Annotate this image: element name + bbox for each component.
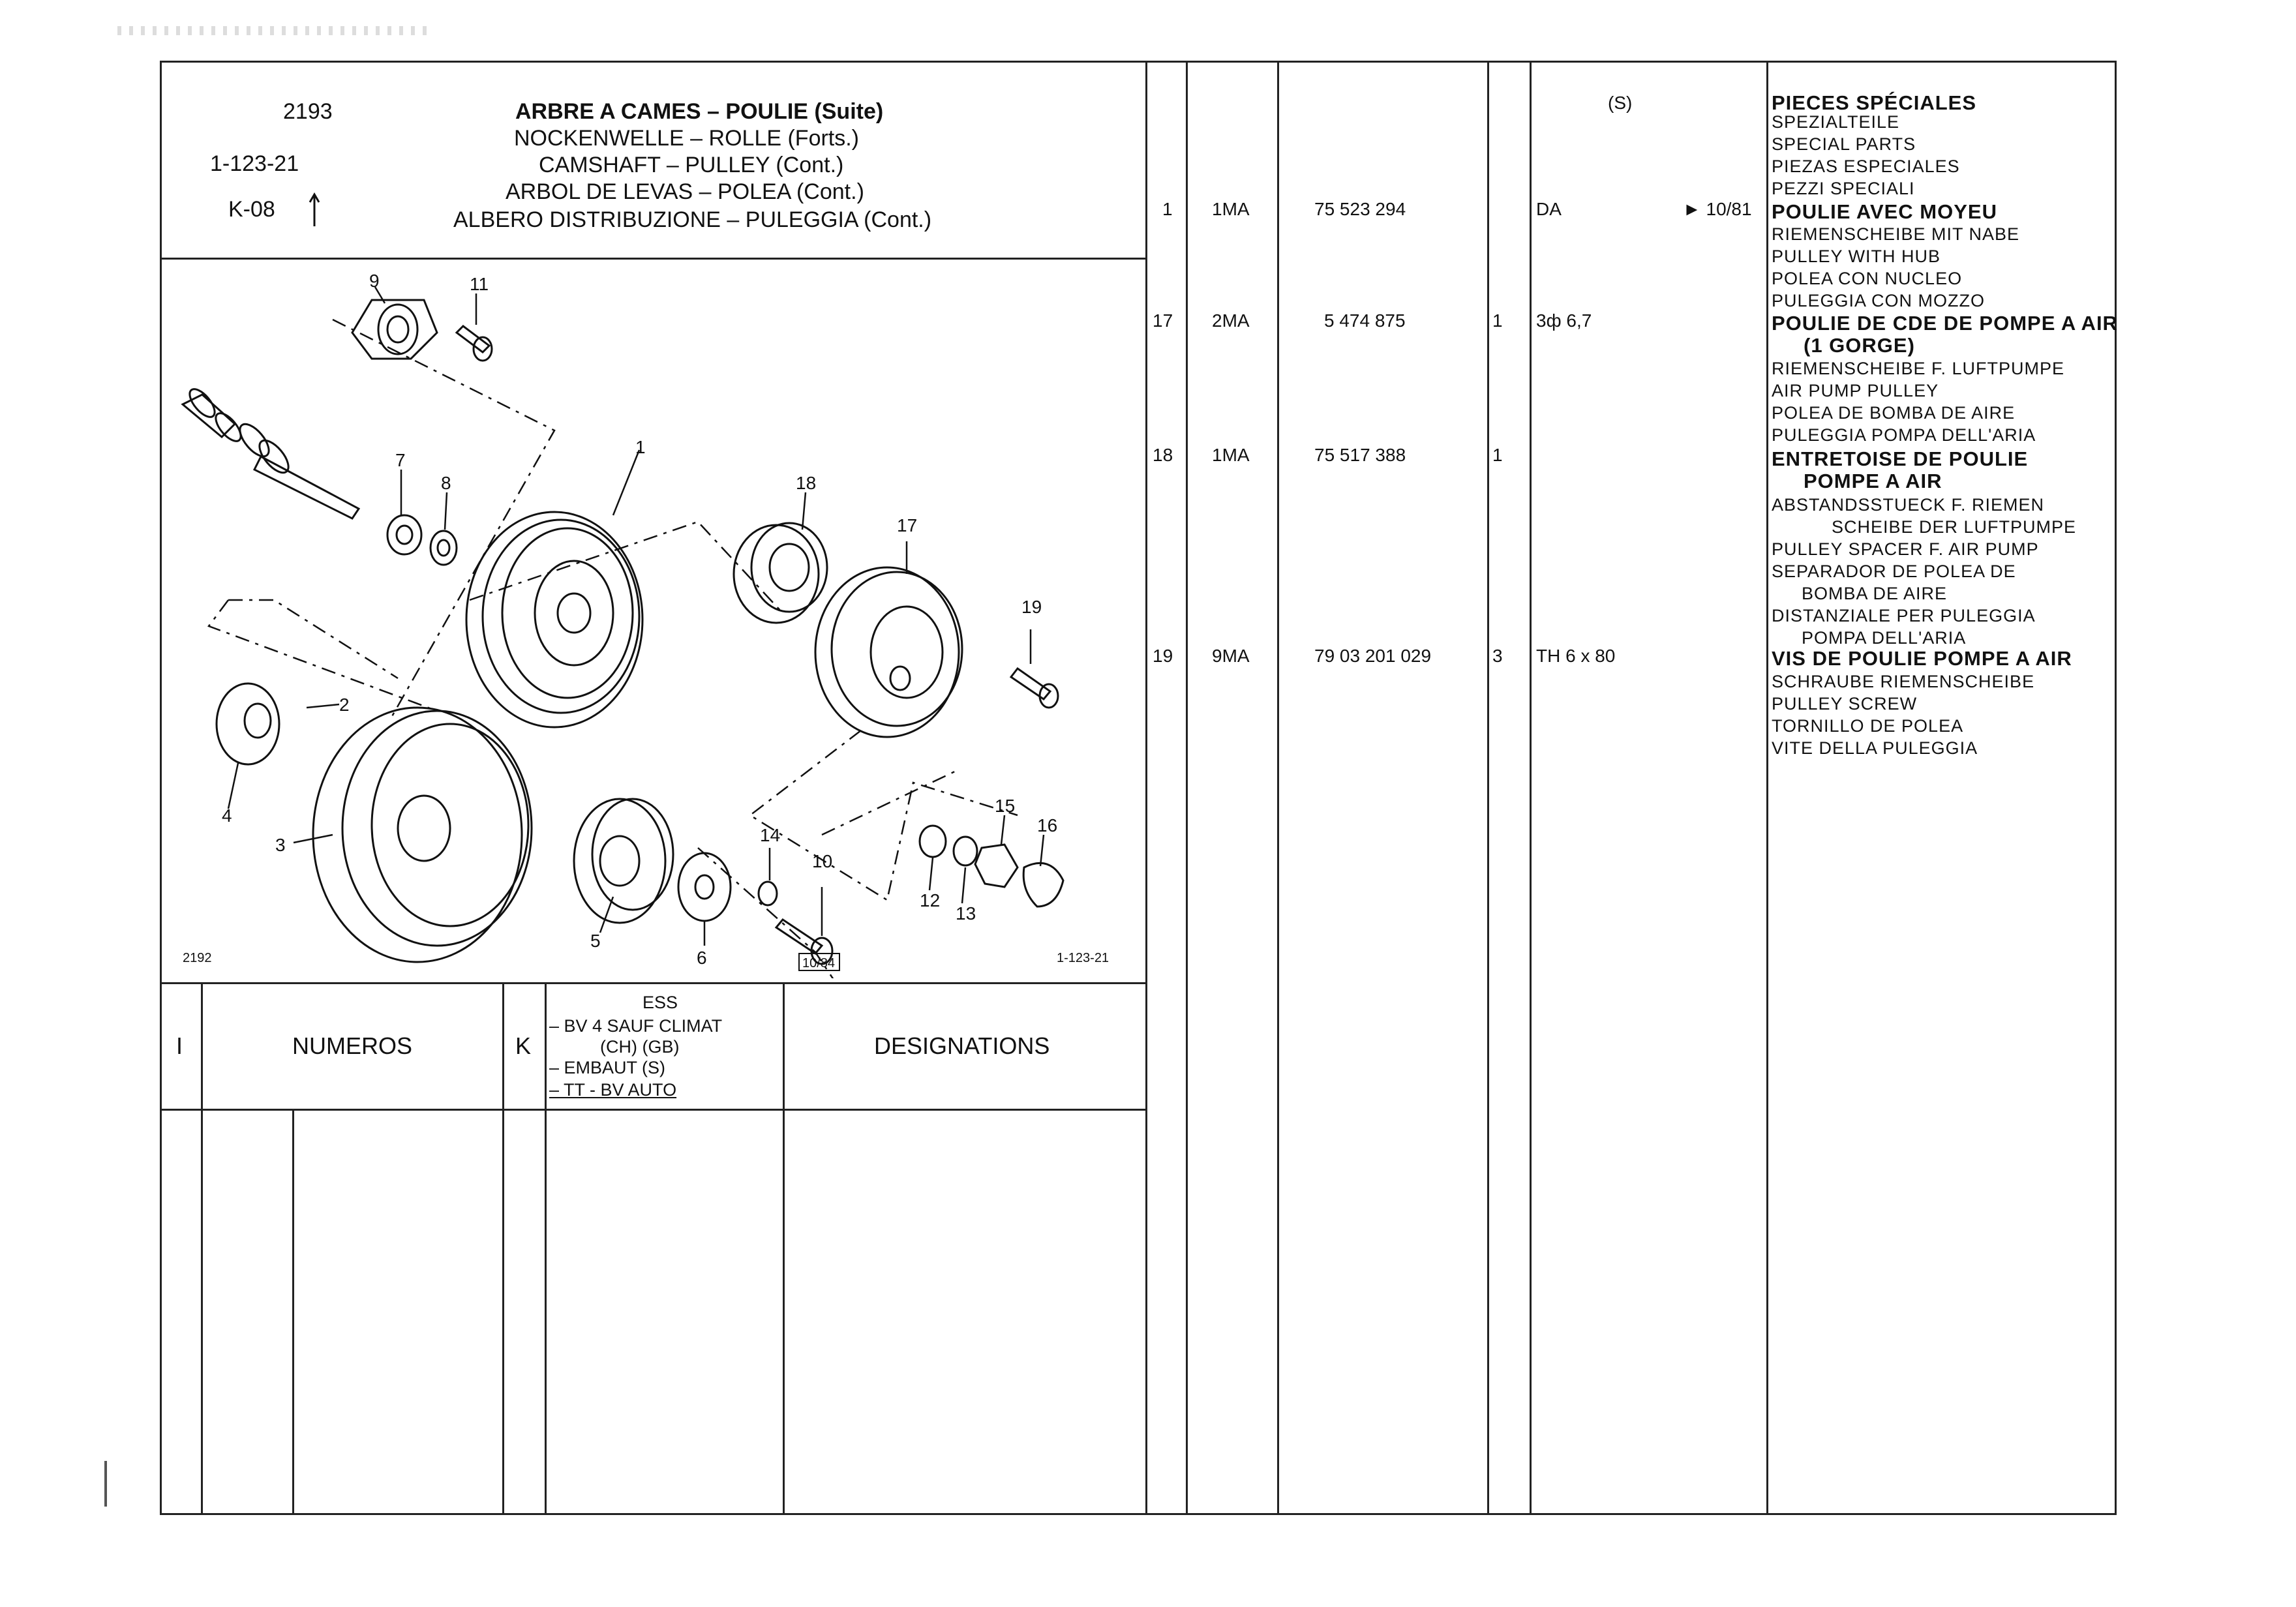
diagram-corner-right: 1-123-21 [1057, 951, 1110, 965]
ess-line-4: – TT - BV AUTO [549, 1080, 677, 1100]
row-1-date: ► 10/81 [1683, 199, 1752, 219]
callout-5: 5 [590, 931, 601, 951]
row-17-line-3: POLEA DE BOMBA DE AIRE [1772, 403, 2016, 423]
row-1-line-2: PULLEY WITH HUB [1772, 247, 1941, 266]
callout-14: 14 [760, 825, 781, 845]
row-17-k: 1 [1492, 310, 1503, 331]
part-12-washer [920, 826, 946, 857]
part-16-cap [1023, 863, 1063, 907]
row-17-title-2: (1 GORGE) [1804, 334, 1915, 357]
callout-7: 7 [395, 450, 406, 470]
callout-11: 11 [470, 274, 489, 294]
callout-17: 17 [897, 515, 918, 535]
exploded-diagram [163, 261, 1141, 978]
row-19-index: 19 [1153, 646, 1173, 666]
row-1-title: POULIE AVEC MOYEU [1772, 200, 1997, 223]
camshaft [183, 385, 359, 518]
row-1-index: 1 [1162, 199, 1173, 219]
row-18-line-1: ABSTANDSSTUECK F. RIEMEN [1772, 495, 2045, 515]
ess-line-3: – EMBAUT (S) [549, 1058, 666, 1077]
part-15-nut [975, 845, 1018, 887]
part-8-washer [430, 531, 457, 565]
part-19-screw [1011, 668, 1058, 708]
part-7-washer [387, 515, 421, 554]
part-6-hub [678, 853, 731, 921]
special-marker: (S) [1608, 93, 1633, 113]
row-19-ess: TH 6 x 80 [1536, 646, 1616, 666]
row-17-title-1: POULIE DE CDE DE POMPE A AIR [1772, 312, 2118, 335]
special-heading-fr: PIECES SPÉCIALES [1772, 91, 1977, 114]
col-divider-r3 [1487, 61, 1489, 1515]
part-17-pulley [815, 567, 962, 737]
row-18-qty: 1MA [1212, 445, 1250, 465]
col-header-k: K [515, 1032, 532, 1059]
row-18-index: 18 [1153, 445, 1173, 465]
special-heading-es: PIEZAS ESPECIALES [1772, 157, 1960, 176]
row-17-line-2: AIR PUMP PULLEY [1772, 381, 1939, 400]
ess-title: ESS [642, 993, 678, 1012]
scan-noise-top [117, 26, 430, 35]
title-en: CAMSHAFT – PULLEY (Cont.) [539, 153, 844, 177]
callout-2: 2 [339, 695, 350, 715]
row-19-line-3: TORNILLO DE POLEA [1772, 716, 1964, 736]
divider-header-diagram [160, 258, 1147, 260]
row-19-line-4: VITE DELLA PULEGGIA [1772, 738, 1978, 758]
special-heading-en: SPECIAL PARTS [1772, 134, 1916, 154]
row-19-line-2: PULLEY SCREW [1772, 694, 1918, 713]
col-divider-des [783, 982, 785, 1515]
col-header-i: I [176, 1032, 183, 1059]
row-1-line-4: PULEGGIA CON MOZZO [1772, 291, 1986, 310]
row-19-title: VIS DE POULIE POMPE A AIR [1772, 647, 2072, 670]
section-code: K-08 [228, 197, 275, 222]
diagram-corner-left: 2192 [183, 951, 212, 965]
part-4-plate [217, 683, 279, 764]
callout-3: 3 [275, 835, 286, 855]
row-17-index: 17 [1153, 310, 1173, 331]
part-1-pulley [466, 512, 642, 727]
divider-left-panel [1145, 61, 1147, 1515]
row-1-ess: DA [1536, 199, 1562, 219]
row-18-line-2: SCHEIBE DER LUFTPUMPE [1832, 517, 2077, 537]
part-11-bolt [457, 326, 492, 361]
callout-8: 8 [441, 473, 451, 493]
col-divider-i [201, 982, 203, 1515]
divider-table-header [160, 1109, 1147, 1111]
row-19-k: 3 [1492, 646, 1503, 666]
row-18-title-2: POMPE A AIR [1804, 470, 1942, 492]
part-5-pulley [574, 799, 673, 923]
callout-1: 1 [635, 437, 646, 457]
arrow-up-icon [308, 190, 321, 230]
row-18-line-3: PULLEY SPACER F. AIR PUMP [1772, 539, 2039, 559]
row-17-ess: 3ф 6,7 [1536, 310, 1592, 331]
group-code: 2193 [283, 99, 333, 124]
row-18-line-6: DISTANZIALE PER PULEGGIA [1772, 606, 2036, 625]
row-19-number: 79 03 201 029 [1314, 646, 1432, 666]
ess-line-2: (CH) (GB) [600, 1037, 680, 1057]
row-18-line-5: BOMBA DE AIRE [1802, 584, 1948, 603]
callout-9: 9 [369, 271, 380, 291]
row-18-number: 75 517 388 [1314, 445, 1406, 465]
row-19-line-1: SCHRAUBE RIEMENSCHEIBE [1772, 672, 2035, 691]
row-17-line-1: RIEMENSCHEIBE F. LUFTPUMPE [1772, 359, 2065, 378]
row-17-number: 5 474 875 [1324, 310, 1406, 331]
row-18-line-4: SEPARADOR DE POLEA DE [1772, 562, 2016, 581]
row-1-line-1: RIEMENSCHEIBE MIT NABE [1772, 224, 2020, 244]
col-divider-r4 [1530, 61, 1532, 1515]
row-19-qty: 9MA [1212, 646, 1250, 666]
title-es: ARBOL DE LEVAS – POLEA (Cont.) [506, 179, 864, 204]
special-heading-de: SPEZIALTEILE [1772, 112, 1900, 132]
callout-12: 12 [920, 890, 941, 910]
callout-19: 19 [1021, 597, 1042, 617]
special-heading-it: PEZZI SPECIALI [1772, 179, 1915, 198]
col-divider-num [292, 1109, 294, 1515]
col-divider-r5 [1766, 61, 1768, 1515]
col-header-designations: DESIGNATIONS [874, 1032, 1050, 1059]
page-ref: 1-123-21 [210, 151, 299, 176]
row-18-k: 1 [1492, 445, 1503, 465]
row-18-line-7: POMPA DELL'ARIA [1802, 628, 1967, 648]
row-1-qty: 1MA [1212, 199, 1250, 219]
callout-15: 15 [995, 796, 1016, 816]
scan-noise-left [104, 1461, 107, 1507]
callout-13: 13 [956, 903, 976, 924]
part-13-washer [954, 837, 977, 865]
row-1-line-3: POLEA CON NUCLEO [1772, 269, 1963, 288]
col-divider-r1 [1186, 61, 1188, 1515]
callout-6: 6 [697, 948, 707, 968]
title-fr: ARBRE A CAMES – POULIE (Suite) [515, 99, 884, 124]
row-17-qty: 2MA [1212, 310, 1250, 331]
callout-18: 18 [796, 473, 817, 493]
row-1-number: 75 523 294 [1314, 199, 1406, 219]
col-divider-r2 [1277, 61, 1279, 1515]
col-divider-ess [545, 982, 547, 1515]
title-de: NOCKENWELLE – ROLLE (Forts.) [514, 126, 860, 151]
col-header-numeros: NUMEROS [292, 1032, 413, 1059]
callout-10: 10 [812, 851, 833, 871]
diagram-date-box: 10/84 [802, 956, 836, 970]
row-17-line-4: PULEGGIA POMPA DELL'ARIA [1772, 425, 2036, 445]
ess-line-1: – BV 4 SAUF CLIMAT [549, 1016, 723, 1036]
callout-4: 4 [222, 805, 232, 826]
part-18-spacer [734, 523, 827, 623]
col-divider-k [502, 982, 504, 1515]
callout-16: 16 [1037, 815, 1058, 835]
title-it: ALBERO DISTRIBUZIONE – PULEGGIA (Cont.) [453, 207, 932, 232]
row-18-title-1: ENTRETOISE DE POULIE [1772, 447, 2029, 470]
part-14-washer [759, 882, 777, 905]
part-3-pulley [313, 708, 532, 962]
divider-diagram-table [160, 982, 1147, 984]
